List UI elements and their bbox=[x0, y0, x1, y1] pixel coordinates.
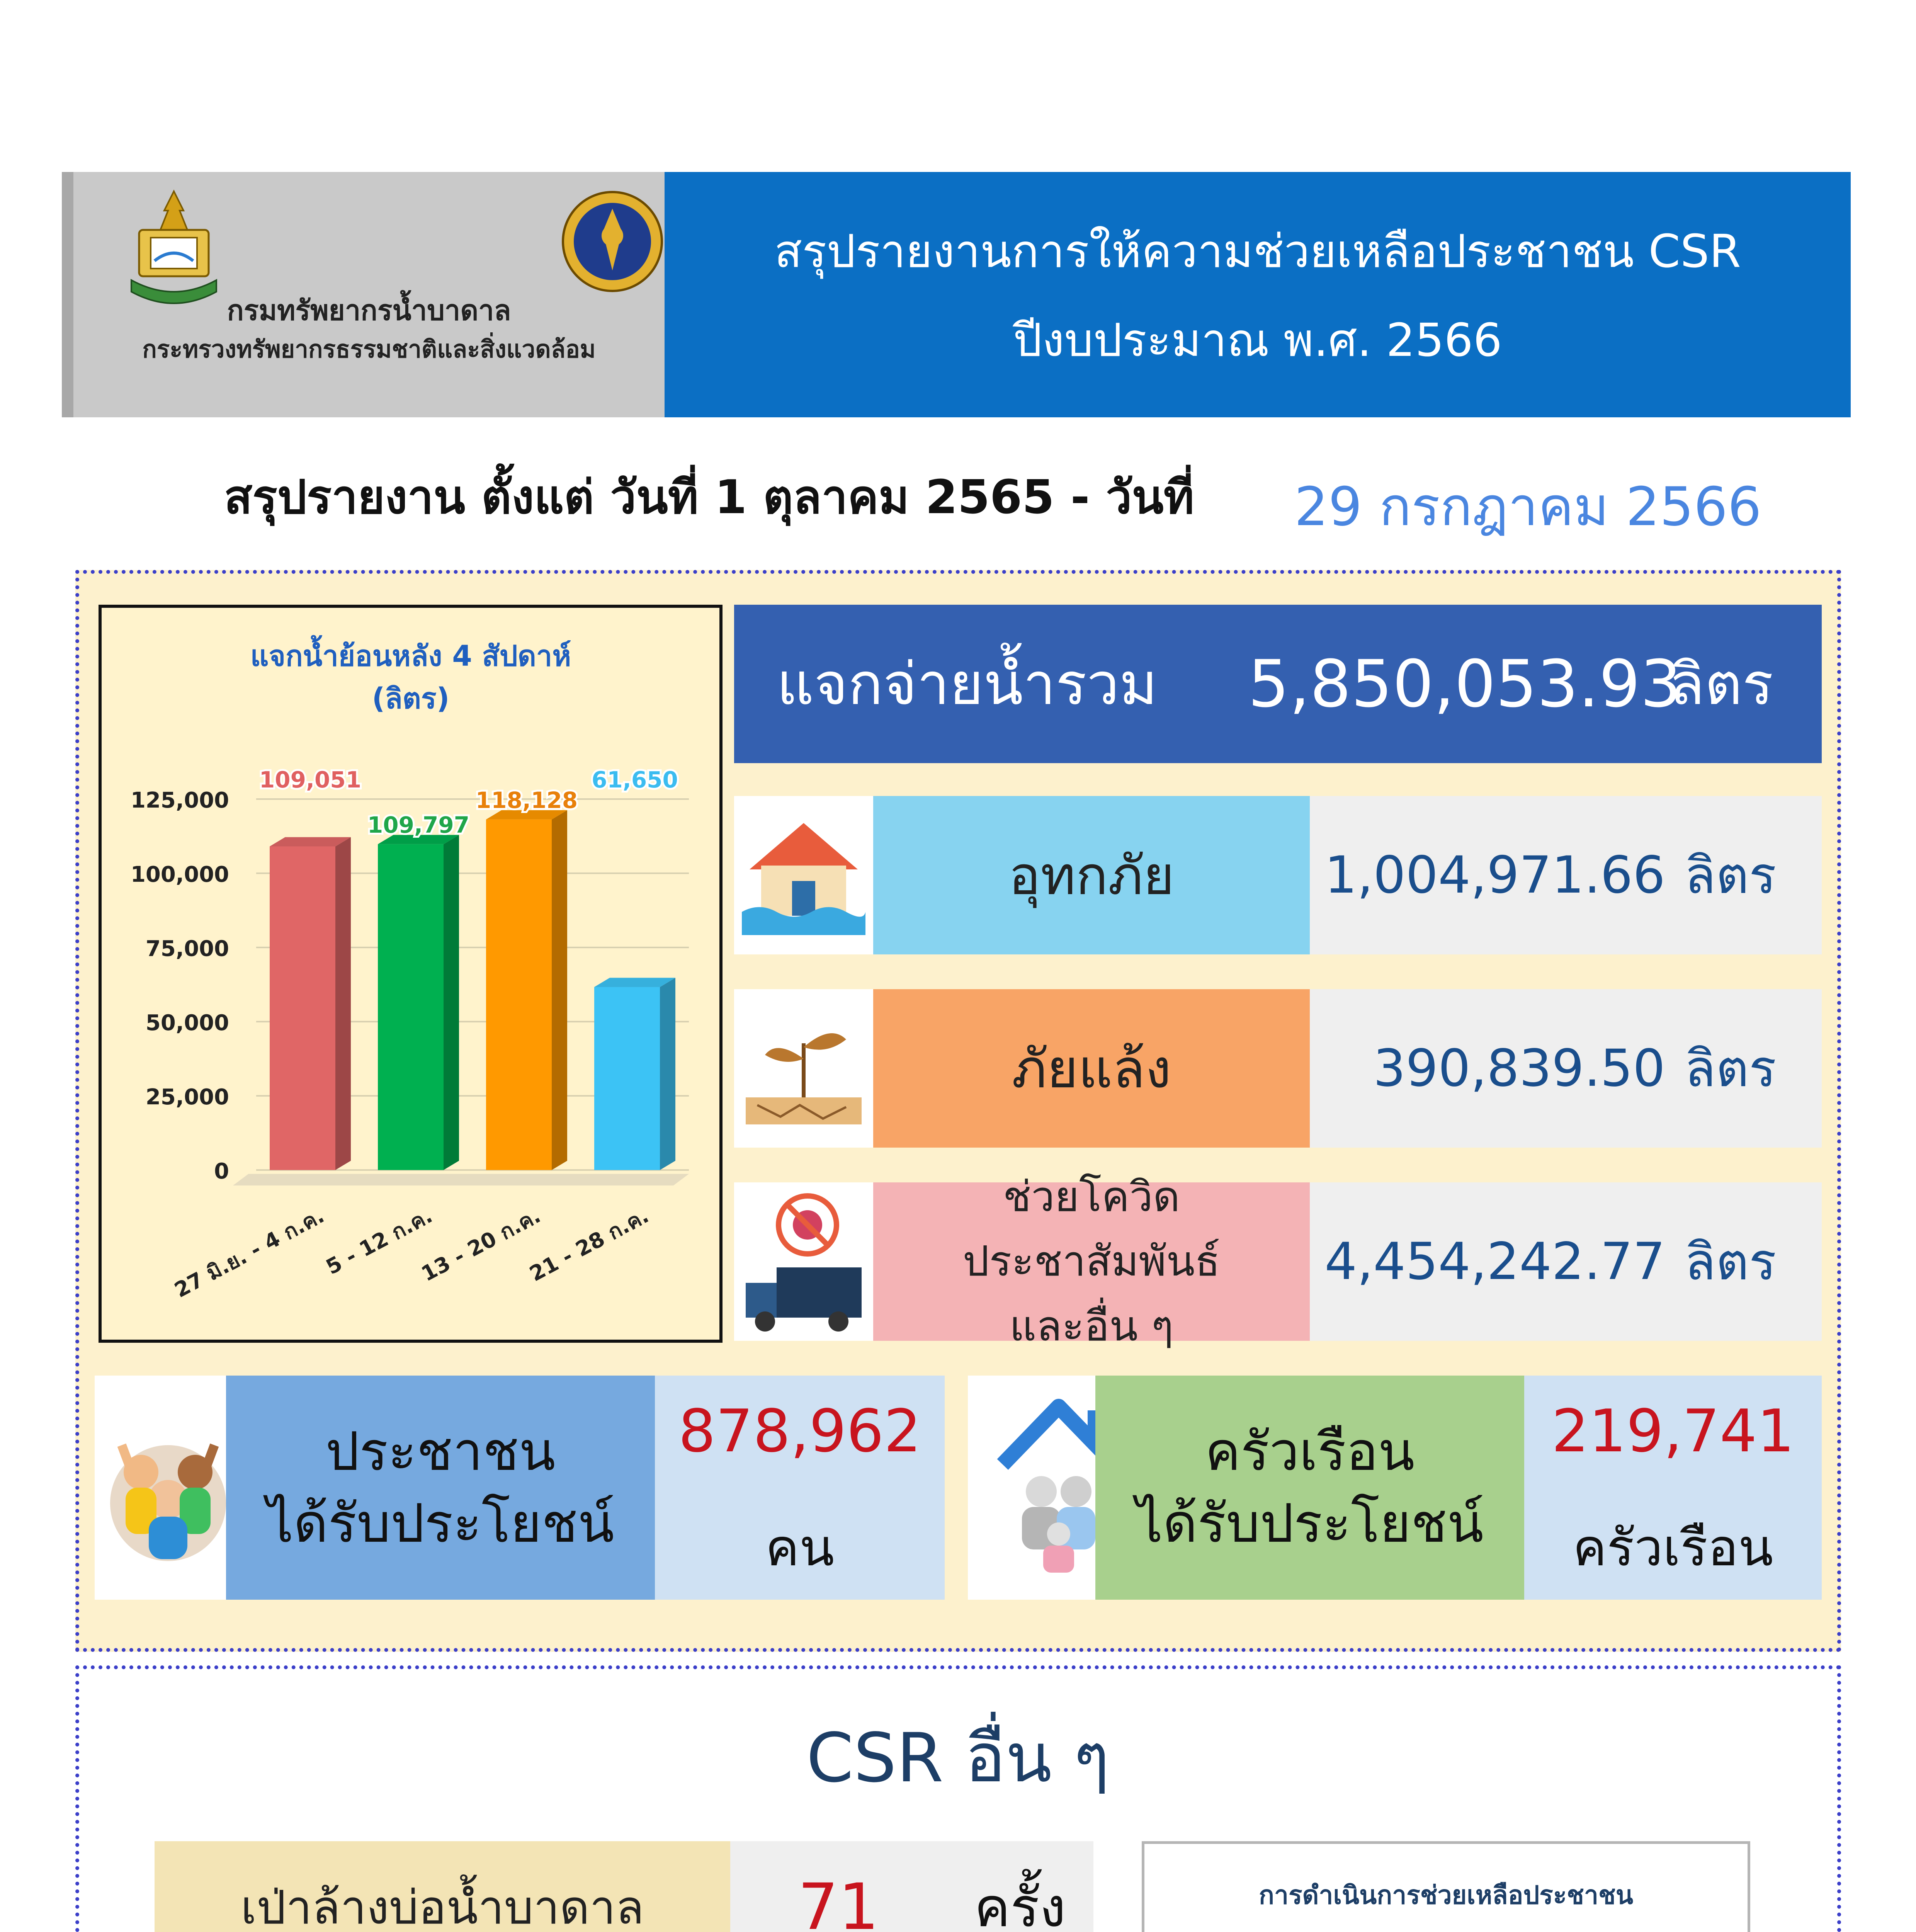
covid-truck-icon bbox=[734, 1182, 873, 1341]
chart-floor bbox=[233, 1174, 689, 1185]
period-end-date: 29 กรกฎาคม 2566 bbox=[1294, 476, 1762, 538]
bar-front bbox=[378, 844, 444, 1170]
crowd-icon bbox=[106, 1406, 230, 1569]
category-label-line2: และอื่น ๆ bbox=[1009, 1302, 1174, 1350]
people-beneficiary-card bbox=[95, 1376, 945, 1600]
category-unit: ลิตร bbox=[1685, 1039, 1777, 1099]
category-value: 390,839.50 bbox=[1373, 1039, 1665, 1098]
header-org-panel bbox=[62, 172, 665, 417]
pie-chart-title: การดำเนินการช่วยเหลือประชาชน bbox=[1259, 1880, 1633, 1910]
category-label: อุทกภัย bbox=[873, 796, 1310, 954]
total-unit: ลิตร bbox=[1669, 651, 1773, 718]
x-tick-label: 13 - 20 ก.ค. bbox=[417, 1203, 545, 1286]
household-value-cell bbox=[1524, 1376, 1822, 1600]
csr-row-flushing bbox=[155, 1841, 1093, 1932]
household-count: 219,741 bbox=[1551, 1397, 1795, 1465]
category-label-line1: ช่วยโควิด ประชาสัมพันธ์ bbox=[962, 1172, 1221, 1286]
y-tick-label: 0 bbox=[214, 1159, 229, 1184]
household-label bbox=[1095, 1376, 1524, 1600]
assistance-pie-chart bbox=[1142, 1841, 1750, 1932]
category-row-covid bbox=[734, 1172, 1822, 1350]
bar-side bbox=[335, 837, 351, 1170]
category-value: 4,454,242.77 bbox=[1324, 1232, 1665, 1291]
category-unit: ลิตร bbox=[1685, 1232, 1777, 1292]
y-tick-label: 25,000 bbox=[145, 1085, 229, 1110]
people-label bbox=[226, 1376, 655, 1600]
bar bbox=[594, 978, 675, 1170]
csr-item-label: เป่าล้างบ่อน้ำบาดาล bbox=[155, 1841, 730, 1932]
y-tick-label: 100,000 bbox=[130, 862, 229, 887]
y-tick-label: 50,000 bbox=[145, 1010, 229, 1036]
bar-front bbox=[270, 846, 335, 1170]
people-label-line1: ประชาชน bbox=[325, 1420, 556, 1483]
org-name: กรมทรัพยากรน้ำบาดาล bbox=[227, 294, 511, 327]
household-label-line1: ครัวเรือน bbox=[1205, 1420, 1415, 1483]
people-count: 878,962 bbox=[678, 1397, 921, 1465]
bar-front bbox=[486, 820, 552, 1170]
bar-value-label: 109,797 bbox=[367, 811, 470, 838]
bar bbox=[378, 835, 459, 1170]
flooded-house-icon bbox=[734, 796, 873, 954]
total-label: แจกจ่ายน้ำรวม bbox=[777, 651, 1158, 718]
x-tick-label: 21 - 28 ก.ค. bbox=[525, 1203, 653, 1286]
chart-title-line1: แจกน้ำย้อนหลัง 4 สัปดาห์ bbox=[250, 639, 571, 673]
category-unit: ลิตร bbox=[1685, 846, 1777, 905]
bar bbox=[270, 837, 351, 1170]
household-beneficiary-card bbox=[968, 1376, 1822, 1600]
ministry-seal-icon bbox=[560, 189, 665, 294]
people-unit: คน bbox=[765, 1518, 835, 1578]
bar-side bbox=[444, 835, 459, 1170]
household-unit: ครัวเรือน bbox=[1573, 1518, 1773, 1578]
people-value-cell bbox=[655, 1376, 945, 1600]
header-title-panel bbox=[665, 172, 1851, 417]
bar-front bbox=[594, 987, 660, 1170]
period-label: สรุปรายงาน ตั้งแต่ วันที่ 1 ตุลาคม 2565 - วันที่ bbox=[224, 471, 1194, 524]
bar-value-label: 118,128 bbox=[475, 787, 578, 813]
report-title: สรุปรายงานการให้ความช่วยเหลือประชาชน CSR bbox=[774, 224, 1741, 278]
bar bbox=[486, 810, 567, 1170]
bar-side bbox=[552, 810, 567, 1170]
csr-item-unit: ครั้ง bbox=[947, 1841, 1093, 1932]
chart-title-line2: (ลิตร) bbox=[372, 682, 450, 715]
fiscal-year: ปีงบประมาณ พ.ศ. 2566 bbox=[1013, 313, 1502, 367]
bar-value-label: 109,051 bbox=[259, 767, 362, 793]
y-tick-label: 125,000 bbox=[130, 788, 229, 813]
total-water-banner bbox=[734, 605, 1822, 763]
bar-chart-svg bbox=[102, 608, 720, 1340]
y-tick-label: 75,000 bbox=[145, 936, 229, 961]
drought-plant-icon bbox=[734, 989, 873, 1148]
report-period bbox=[0, 456, 1916, 538]
bar-side bbox=[660, 978, 675, 1170]
csr-item-value: 71 bbox=[730, 1841, 947, 1932]
total-value: 5,850,053.93 bbox=[1248, 646, 1682, 722]
x-tick-label: 27 มิ.ย. - 4 ก.ค. bbox=[170, 1203, 328, 1303]
csr-other-title: CSR อื่น ๆ bbox=[806, 1719, 1110, 1798]
category-row-drought bbox=[734, 989, 1822, 1148]
category-row-flood bbox=[734, 796, 1822, 954]
weekly-water-chart bbox=[99, 605, 723, 1343]
category-label: ภัยแล้ง bbox=[873, 989, 1310, 1148]
people-label-line2: ได้รับประโยชน์ bbox=[267, 1492, 614, 1554]
bar-value-label: 61,650 bbox=[592, 767, 678, 793]
ministry-name: กระทรวงทรัพยากรธรรมชาติและสิ่งแวดล้อม bbox=[142, 335, 596, 363]
category-value: 1,004,971.66 bbox=[1324, 845, 1665, 905]
x-tick-label: 5 - 12 ก.ค. bbox=[322, 1203, 437, 1279]
category-label bbox=[873, 1172, 1310, 1350]
household-label-line2: ได้รับประโยชน์ bbox=[1136, 1492, 1484, 1554]
